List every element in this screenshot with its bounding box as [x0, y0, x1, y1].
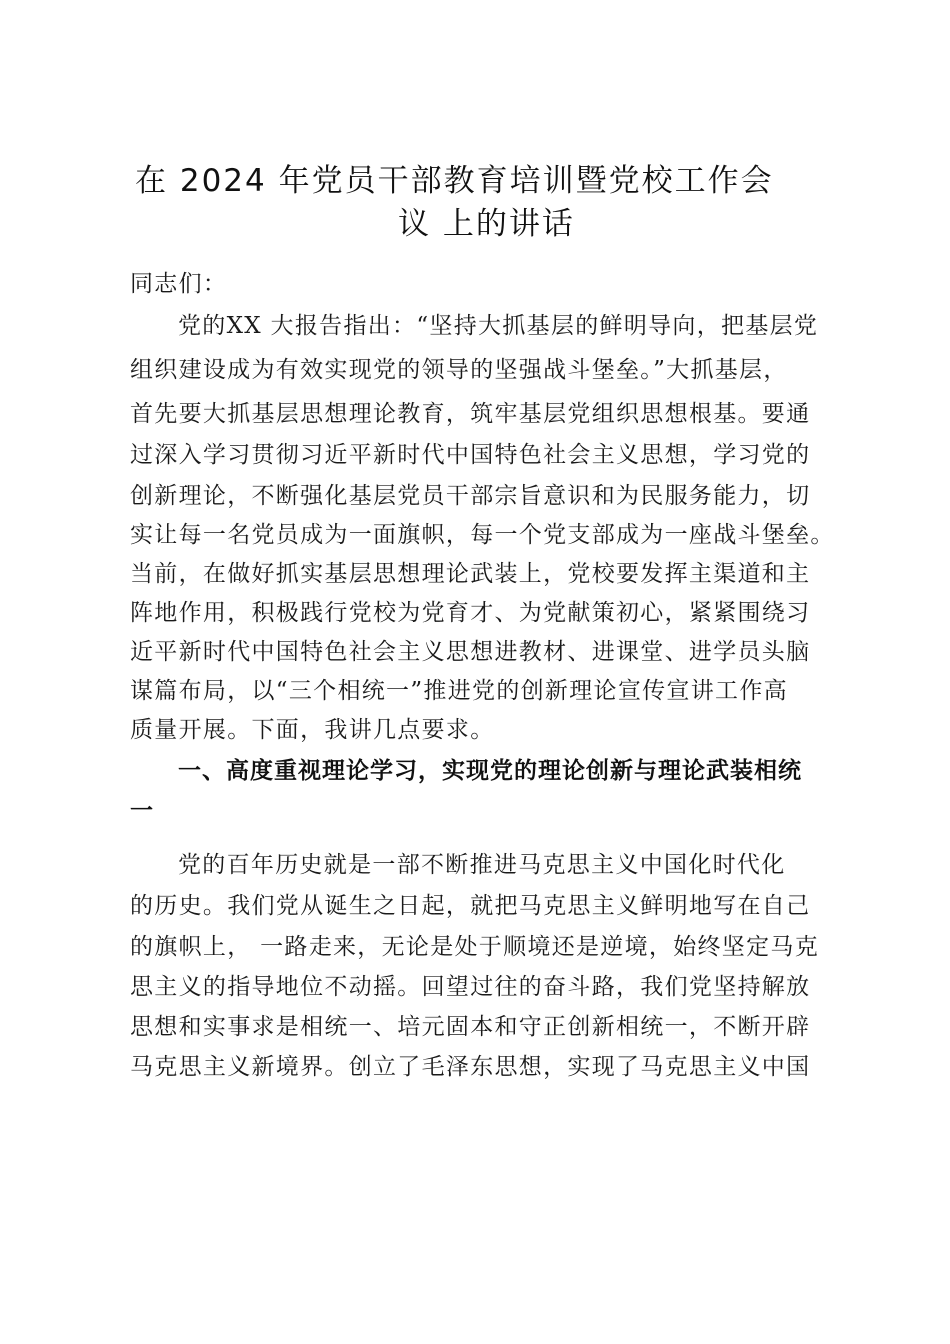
paragraph-1-line: 党的XX 大报告指出：“坚持大抓基层的鲜明导向，把基层党 [178, 313, 819, 339]
document-title-line-2: 议 上的讲话 [398, 206, 575, 242]
salutation: 同志们： [130, 271, 228, 297]
paragraph-2-line: 党的百年历史就是一部不断推进马克思主义中国化时代化 [178, 852, 786, 878]
document-title-line-1: 在 2024 年党员干部教育培训暨党校工作会 [135, 163, 774, 199]
paragraph-1-line: 当前，在做好抓实基层思想理论武装上，党校要发挥主渠道和主 [130, 561, 811, 587]
paragraph-1-line: 近平新时代中国特色社会主义思想进教材、进课堂、进学员头脑 [130, 639, 811, 665]
paragraph-1-line: 阵地作用，积极践行党校为党育才、为党献策初心，紧紧围绕习 [130, 600, 811, 626]
paragraph-1-line: 首先要大抓基层思想理论教育，筑牢基层党组织思想根基。要通 [130, 401, 811, 427]
paragraph-1-line: 过深入学习贯彻习近平新时代中国特色社会主义思想，学习党的 [130, 442, 811, 468]
paragraph-2-line: 思主义的指导地位不动摇。回望过往的奋斗路，我们党坚持解放 [130, 974, 811, 1000]
paragraph-1-line: 实让每一名党员成为一面旗帜，每一个党支部成为一座战斗堡垒。 [130, 522, 835, 548]
section-heading-1: 一、高度重视理论学习，实现党的理论创新与理论武装相统 [178, 758, 802, 784]
paragraph-2-line: 的历史。我们党从诞生之日起，就把马克思主义鲜明地写在自己 [130, 893, 811, 919]
paragraph-1-line: 组织建设成为有效实现党的领导的坚强战斗堡垒。”大抓基层， [130, 357, 788, 383]
section-heading-1-continued: 一 [130, 798, 154, 824]
paragraph-2-line: 思想和实事求是相统一、培元固本和守正创新相统一，不断开辟 [130, 1014, 811, 1040]
paragraph-1-line: 谋篇布局，以“三个相统一”推进党的创新理论宣传宣讲工作高 [130, 678, 788, 704]
paragraph-1-line: 创新理论，不断强化基层党员干部宗旨意识和为民服务能力，切 [130, 483, 811, 509]
paragraph-2-line: 马克思主义新境界。创立了毛泽东思想，实现了马克思主义中国 [130, 1054, 811, 1080]
paragraph-2-line: 的旗帜上， 一路走来，无论是处于顺境还是逆境，始终坚定马克 [130, 934, 820, 960]
paragraph-1-line: 质量开展。下面，我讲几点要求。 [130, 717, 495, 743]
